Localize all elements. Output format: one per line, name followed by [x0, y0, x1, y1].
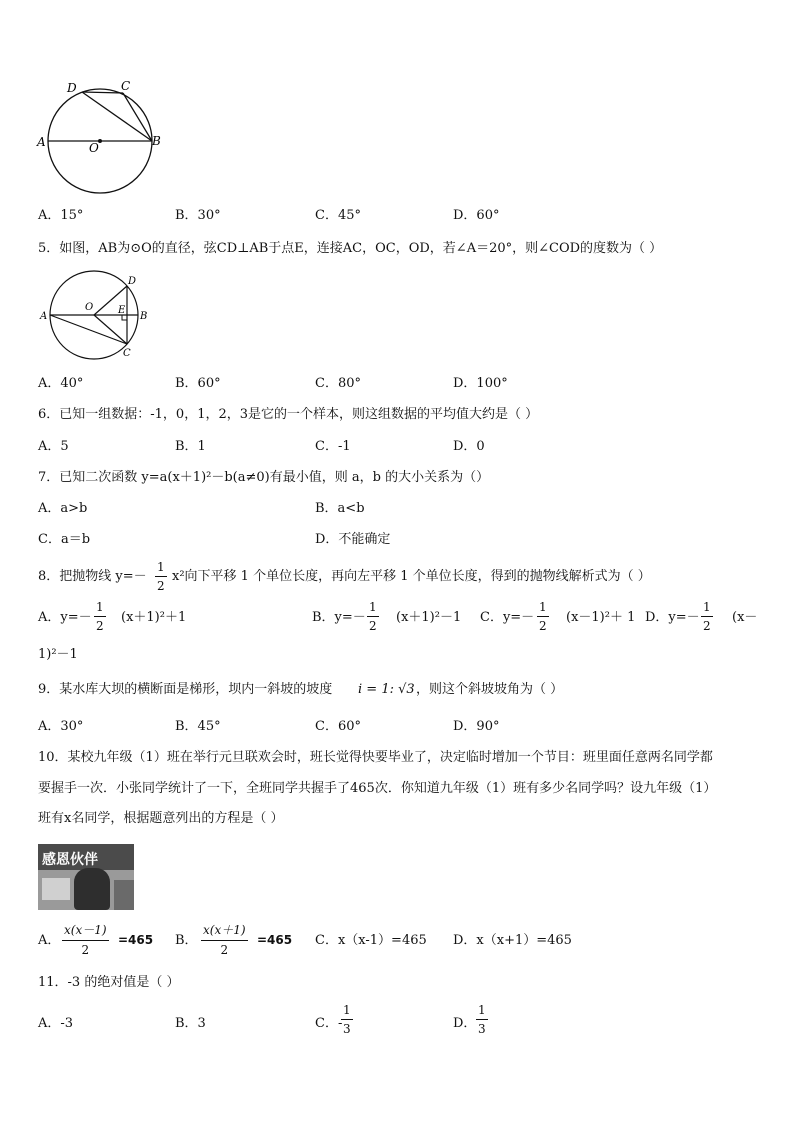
- q10-photo-caption: 感恩伙伴: [42, 852, 98, 868]
- q10-photo: [38, 844, 134, 910]
- q11-option-d-label: D．: [453, 1016, 477, 1031]
- q7-option-a: A．a>b: [38, 501, 88, 516]
- q6-option-c: C．-1: [315, 439, 351, 454]
- q11-option-c-label: C．-: [315, 1016, 343, 1031]
- q5-label-e: E: [118, 305, 126, 316]
- q10-stem-line-1: 10．某校九年级（1）班在举行元旦联欢会时，班长觉得快要毕业了，决定临时增加一个节目：班里面任意两名同学都: [38, 750, 713, 765]
- q4-option-b: B．30°: [175, 208, 221, 223]
- q6-stem: 6．已知一组数据：-1，0，1，2，3是它的一个样本，则这组数据的平均值大约是（ ）: [38, 407, 539, 422]
- q8-option-c-pre: C．y=－: [480, 610, 535, 625]
- q10-option-a-tail: =465: [118, 933, 154, 947]
- q10-stem-line-2: 要握手一次．小张同学统计了一下，全班同学共握手了465次．你知道九年级（1）班有多少名同学吗？设九年级（1）: [38, 781, 717, 796]
- q5-segment-ac: [50, 315, 127, 344]
- q10-option-b-tail: =465: [257, 933, 293, 947]
- q5-option-c: C．80°: [315, 376, 361, 391]
- q11-option-c-fraction: [341, 1003, 353, 1036]
- q8-option-a-post: (x＋1)²＋1: [121, 610, 187, 625]
- q8-stem-frac-num: 1: [157, 560, 165, 574]
- q6-option-a: A．5: [38, 439, 69, 454]
- q11-option-c-num: 1: [343, 1003, 351, 1017]
- q10-option-a-num: x(x－1): [64, 923, 107, 937]
- q11-option-d-den: 3: [478, 1022, 486, 1036]
- q9-option-d: D．90°: [453, 719, 500, 734]
- q4-chord-cb: [123, 93, 152, 141]
- q10-option-c: C．x（x-1）=465: [315, 933, 427, 948]
- q4-label-d: D: [67, 81, 77, 95]
- q5-option-b: B．60°: [175, 376, 221, 391]
- q10-photo-right-patch: [114, 880, 134, 910]
- q4-label-b: B: [152, 134, 161, 148]
- q4-circle-figure: [30, 70, 170, 200]
- q8-option-c-post: (x－1)²＋ 1: [566, 610, 636, 625]
- q8-option-d-continuation: 1)²－1: [38, 647, 78, 662]
- q5-label-b: B: [140, 311, 148, 322]
- q9-stem-post: ，则这个斜坡坡角为（ ）: [416, 682, 564, 697]
- q9-stem-pre: 9．某水库大坝的横断面是梯形，坝内一斜坡的坡度: [38, 682, 333, 697]
- q4-option-a: A．15°: [38, 208, 84, 223]
- q5-label-c: C: [123, 348, 131, 359]
- q5-option-d: D．100°: [453, 376, 508, 391]
- q4-chord-db: [82, 92, 152, 141]
- q10-photo-light-patch: [42, 878, 70, 900]
- q8-option-a-frac-num: 1: [96, 600, 104, 614]
- q8-option-b-frac-num: 1: [369, 600, 377, 614]
- q8-option-b-fraction: [367, 600, 379, 633]
- q10-option-a-label: A．: [38, 933, 61, 948]
- q4-label-c: C: [121, 79, 131, 93]
- q8-option-b-post: (x＋1)²－1: [396, 610, 462, 625]
- q8-stem-fraction: [155, 560, 167, 593]
- q11-option-b: B．3: [175, 1016, 206, 1031]
- q4-label-o: O: [89, 141, 99, 155]
- q8-option-b-pre: B．y=－: [312, 610, 366, 625]
- q5-label-o: O: [85, 302, 94, 313]
- q5-label-a: A: [40, 311, 48, 322]
- q10-option-b-label: B．: [175, 933, 198, 948]
- q7-stem: 7．已知二次函数 y=a(x＋1)²－b(a≠0)有最小值，则 a，b 的大小关系为（）: [38, 470, 490, 485]
- q9-option-a: A．30°: [38, 719, 84, 734]
- q5-circle-figure: [36, 268, 156, 363]
- q4-option-d: D．60°: [453, 208, 500, 223]
- q11-stem: 11．-3 的绝对值是（ ）: [38, 975, 180, 990]
- q7-option-d: D．不能确定: [315, 532, 391, 547]
- q6-option-d: D．0: [453, 439, 485, 454]
- q9-option-b: B．45°: [175, 719, 221, 734]
- q8-option-a-fraction: [94, 600, 106, 633]
- q5-label-d: D: [128, 276, 137, 287]
- q8-stem-pre: 8．把抛物线 y=－: [38, 569, 147, 584]
- q9-slope-ratio: i = 1: √3: [358, 682, 415, 697]
- q7-option-b: B．a<b: [315, 501, 365, 516]
- q10-option-b-den: 2: [220, 943, 229, 957]
- q10-stem-line-3: 班有x名同学，根据题意列出的方程是（ ）: [38, 811, 284, 826]
- q8-option-d-frac-num: 1: [703, 600, 711, 614]
- q10-option-a-fraction: [62, 921, 109, 957]
- q8-option-d-frac-den: 2: [703, 619, 711, 633]
- q8-option-a-pre: A．y=－: [38, 610, 92, 625]
- q9-option-c: C．60°: [315, 719, 361, 734]
- q11-option-c-den: 3: [343, 1022, 351, 1036]
- q8-option-b-frac-den: 2: [369, 619, 377, 633]
- q7-option-c: C．a＝b: [38, 532, 91, 547]
- q8-option-c-fraction: [537, 600, 549, 633]
- q10-photo-figure: [74, 868, 110, 910]
- q4-option-c: C．45°: [315, 208, 361, 223]
- q8-option-c-frac-num: 1: [539, 600, 547, 614]
- q10-option-b-num: x(x＋1): [203, 923, 246, 937]
- q5-option-a: A．40°: [38, 376, 84, 391]
- q10-option-a-den: 2: [81, 943, 90, 957]
- q11-option-a: A．-3: [38, 1016, 74, 1031]
- q10-option-b-fraction: [201, 921, 248, 957]
- q10-option-d: D．x（x+1）=465: [453, 933, 572, 948]
- q8-option-c-frac-den: 2: [539, 619, 547, 633]
- q8-stem-post: x²向下平移 1 个单位长度，再向左平移 1 个单位长度，得到的抛物线解析式为（ ）: [172, 569, 651, 584]
- q8-stem-frac-den: 2: [157, 579, 165, 593]
- q5-stem: 5．如图，AB为⊙O的直径，弦CD⊥AB于点E，连接AC，OC，OD，若∠A＝20°，则∠COD的度数为（ ）: [38, 241, 663, 256]
- q11-option-d-num: 1: [478, 1003, 486, 1017]
- q8-option-d-post: (x－: [732, 610, 758, 625]
- q6-option-b: B．1: [175, 439, 206, 454]
- q4-label-a: A: [37, 135, 46, 149]
- q8-option-d-fraction: [701, 600, 713, 633]
- q8-option-a-frac-den: 2: [96, 619, 104, 633]
- q8-option-d-pre: D．y=－: [645, 610, 700, 625]
- q11-option-d-fraction: [476, 1003, 488, 1036]
